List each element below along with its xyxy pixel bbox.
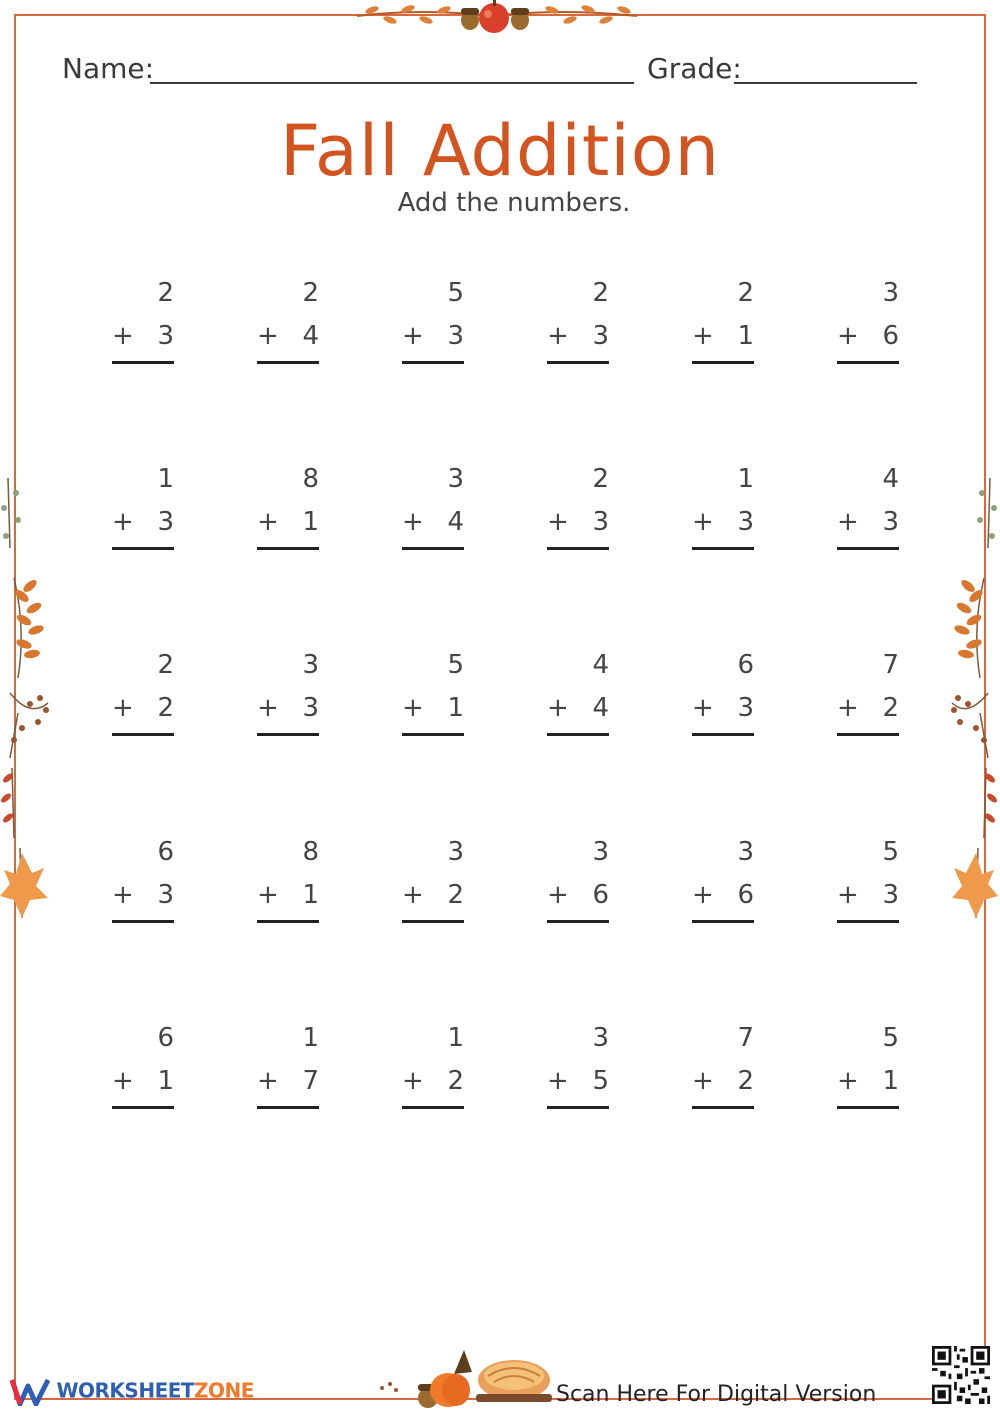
answer-line[interactable] (692, 547, 754, 550)
plus-sign: + (547, 1066, 569, 1096)
left-foliage-decoration (0, 478, 56, 928)
problem-card (837, 1023, 899, 1113)
answer-line[interactable] (837, 733, 899, 736)
answer-line[interactable] (837, 361, 899, 364)
worksheetzone-logo[interactable] (10, 1378, 254, 1408)
problem-card (837, 837, 899, 927)
name-label: Name: (62, 52, 155, 85)
addend-bottom: 3 (447, 321, 464, 351)
problem-card (402, 1023, 464, 1113)
problem-card (837, 650, 899, 740)
answer-line[interactable] (547, 361, 609, 364)
answer-line[interactable] (402, 547, 464, 550)
addend-top: 2 (157, 278, 174, 308)
answer-line[interactable] (547, 920, 609, 923)
addend-top: 7 (882, 650, 899, 680)
answer-line[interactable] (257, 733, 319, 736)
addend-top: 2 (737, 278, 754, 308)
answer-line[interactable] (112, 733, 174, 736)
plus-sign: + (402, 507, 424, 537)
answer-line[interactable] (692, 733, 754, 736)
addend-bottom: 6 (737, 880, 754, 910)
plus-sign: + (547, 693, 569, 723)
problem-card (112, 464, 174, 554)
addend-bottom: 3 (157, 321, 174, 351)
problem-card (112, 1023, 174, 1113)
answer-line[interactable] (112, 920, 174, 923)
plus-sign: + (257, 880, 279, 910)
addend-top: 6 (157, 837, 174, 867)
problem-card (547, 650, 609, 740)
problem-card (837, 278, 899, 368)
addend-bottom: 4 (302, 321, 319, 351)
problem-card (112, 278, 174, 368)
addend-top: 6 (737, 650, 754, 680)
problem-card (402, 650, 464, 740)
addend-bottom: 3 (882, 880, 899, 910)
addend-bottom: 3 (592, 507, 609, 537)
addend-top: 1 (737, 464, 754, 494)
problem-card (257, 1023, 319, 1113)
answer-line[interactable] (692, 361, 754, 364)
answer-line[interactable] (402, 920, 464, 923)
addend-top: 1 (302, 1023, 319, 1053)
answer-line[interactable] (402, 733, 464, 736)
addend-top: 3 (592, 837, 609, 867)
plus-sign: + (837, 507, 859, 537)
problem-card (547, 278, 609, 368)
answer-line[interactable] (837, 920, 899, 923)
addend-top: 1 (157, 464, 174, 494)
addend-top: 4 (592, 650, 609, 680)
addend-bottom: 3 (737, 507, 754, 537)
addend-bottom: 3 (737, 693, 754, 723)
plus-sign: + (402, 321, 424, 351)
problem-card (402, 464, 464, 554)
addend-bottom: 3 (157, 880, 174, 910)
addend-top: 5 (882, 837, 899, 867)
addend-bottom: 1 (882, 1066, 899, 1096)
answer-line[interactable] (837, 547, 899, 550)
problem-card (692, 837, 754, 927)
problem-card (257, 837, 319, 927)
addend-top: 7 (737, 1023, 754, 1053)
plus-sign: + (112, 321, 134, 351)
addend-top: 3 (447, 837, 464, 867)
addend-top: 3 (447, 464, 464, 494)
answer-line[interactable] (257, 547, 319, 550)
problem-card (547, 837, 609, 927)
page-title: Fall Addition (280, 110, 720, 192)
addend-bottom: 1 (447, 693, 464, 723)
addend-top: 3 (302, 650, 319, 680)
addend-bottom: 2 (157, 693, 174, 723)
plus-sign: + (547, 507, 569, 537)
addend-top: 6 (157, 1023, 174, 1053)
plus-sign: + (257, 507, 279, 537)
plus-sign: + (692, 507, 714, 537)
addend-top: 5 (447, 650, 464, 680)
plus-sign: + (112, 880, 134, 910)
answer-line[interactable] (402, 361, 464, 364)
addend-bottom: 3 (302, 693, 319, 723)
addend-top: 5 (447, 278, 464, 308)
answer-line[interactable] (692, 920, 754, 923)
answer-line[interactable] (547, 733, 609, 736)
addend-bottom: 3 (157, 507, 174, 537)
problem-card (402, 837, 464, 927)
answer-line[interactable] (112, 1106, 174, 1109)
addend-bottom: 1 (157, 1066, 174, 1096)
addend-bottom: 1 (737, 321, 754, 351)
plus-sign: + (547, 880, 569, 910)
plus-sign: + (837, 880, 859, 910)
problem-card (257, 464, 319, 554)
problem-card (112, 837, 174, 927)
addend-bottom: 2 (737, 1066, 754, 1096)
addend-top: 3 (737, 837, 754, 867)
plus-sign: + (837, 693, 859, 723)
addend-bottom: 2 (447, 880, 464, 910)
qr-code-icon[interactable] (932, 1346, 990, 1404)
problem-card (692, 464, 754, 554)
addend-bottom: 3 (882, 507, 899, 537)
addend-bottom: 2 (447, 1066, 464, 1096)
addend-top: 1 (447, 1023, 464, 1053)
problem-card (112, 650, 174, 740)
plus-sign: + (112, 507, 134, 537)
grade-label: Grade: (647, 52, 742, 85)
addend-bottom: 7 (302, 1066, 319, 1096)
addend-top: 2 (592, 278, 609, 308)
plus-sign: + (112, 1066, 134, 1096)
pumpkin-pie-decoration (376, 1346, 566, 1410)
plus-sign: + (547, 321, 569, 351)
addend-bottom: 6 (882, 321, 899, 351)
addend-top: 3 (882, 278, 899, 308)
brand-name-part1: WORKSHEET (56, 1378, 195, 1403)
problem-card (692, 650, 754, 740)
answer-line[interactable] (547, 1106, 609, 1109)
scan-instruction: Scan Here For Digital Version (556, 1382, 877, 1407)
addend-top: 4 (882, 464, 899, 494)
plus-sign: + (402, 693, 424, 723)
answer-line[interactable] (837, 1106, 899, 1109)
answer-line[interactable] (402, 1106, 464, 1109)
plus-sign: + (692, 880, 714, 910)
instructions: Add the numbers. (397, 188, 631, 218)
plus-sign: + (837, 321, 859, 351)
addend-bottom: 5 (592, 1066, 609, 1096)
problem-card (692, 1023, 754, 1113)
addend-bottom: 2 (882, 693, 899, 723)
plus-sign: + (257, 693, 279, 723)
brand-mark-icon (10, 1378, 50, 1406)
addend-top: 8 (302, 464, 319, 494)
addend-top: 2 (592, 464, 609, 494)
brand-name-part2: ZONE (194, 1378, 254, 1403)
addend-bottom: 4 (447, 507, 464, 537)
plus-sign: + (692, 321, 714, 351)
answer-line[interactable] (257, 361, 319, 364)
plus-sign: + (692, 693, 714, 723)
addend-bottom: 1 (302, 507, 319, 537)
problem-card (257, 278, 319, 368)
problem-card (837, 464, 899, 554)
answer-line[interactable] (112, 361, 174, 364)
answer-line[interactable] (257, 920, 319, 923)
plus-sign: + (692, 1066, 714, 1096)
answer-line[interactable] (692, 1106, 754, 1109)
addend-bottom: 6 (592, 880, 609, 910)
addend-top: 3 (592, 1023, 609, 1053)
problem-card (547, 464, 609, 554)
addend-top: 2 (157, 650, 174, 680)
addend-top: 5 (882, 1023, 899, 1053)
right-foliage-decoration (950, 478, 1000, 928)
problem-card (692, 278, 754, 368)
addend-top: 8 (302, 837, 319, 867)
answer-line[interactable] (257, 1106, 319, 1109)
problem-card (547, 1023, 609, 1113)
addend-bottom: 4 (592, 693, 609, 723)
answer-line[interactable] (112, 547, 174, 550)
problem-card (257, 650, 319, 740)
plus-sign: + (112, 693, 134, 723)
addend-bottom: 3 (592, 321, 609, 351)
plus-sign: + (402, 880, 424, 910)
addend-top: 2 (302, 278, 319, 308)
plus-sign: + (257, 1066, 279, 1096)
plus-sign: + (837, 1066, 859, 1096)
plus-sign: + (402, 1066, 424, 1096)
plus-sign: + (257, 321, 279, 351)
problem-card (402, 278, 464, 368)
addend-bottom: 1 (302, 880, 319, 910)
answer-line[interactable] (547, 547, 609, 550)
